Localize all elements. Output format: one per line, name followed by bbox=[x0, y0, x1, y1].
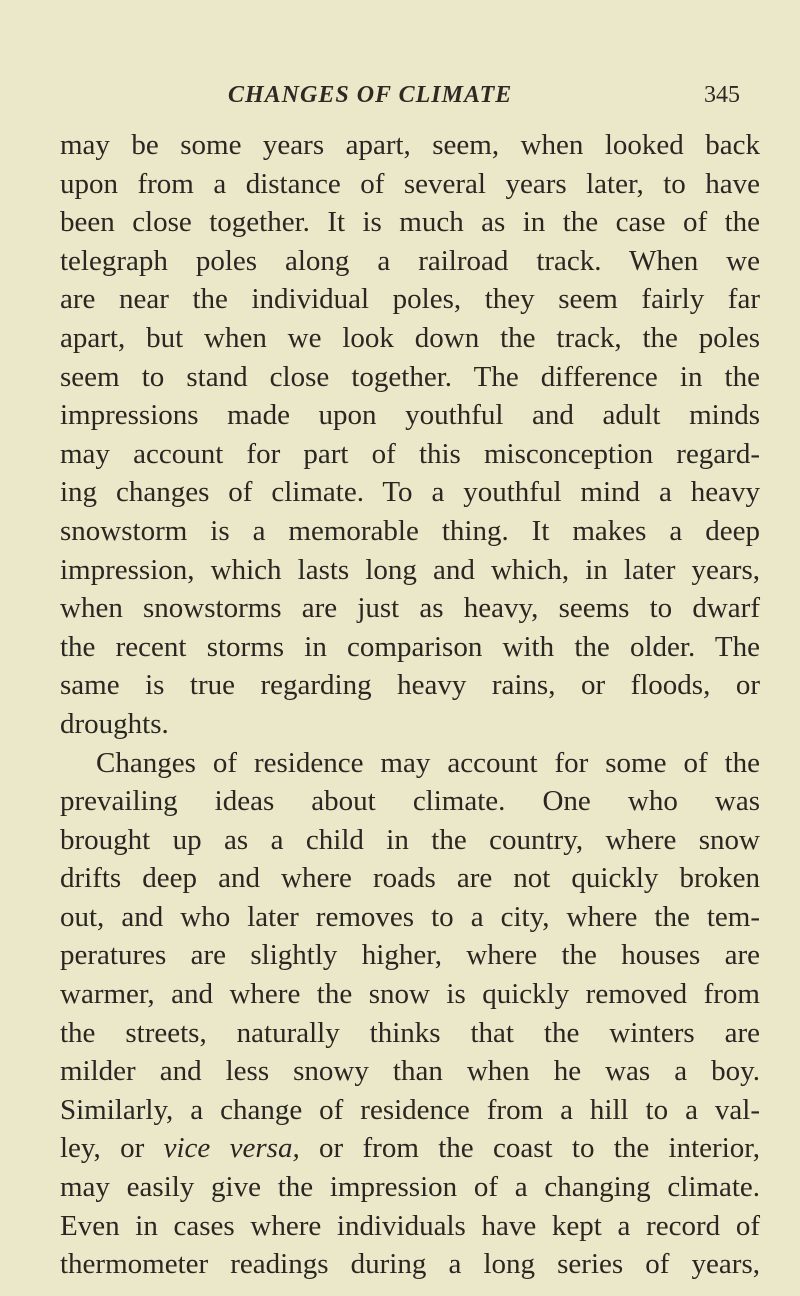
text-line: impressions made upon youthful and adult minds bbox=[60, 399, 760, 432]
text-line: milder and less snowy than when he was a boy. bbox=[60, 1055, 760, 1088]
text-line: drifts deep and where roads are not quickly broken bbox=[60, 862, 760, 895]
text-segment: ley, or bbox=[60, 1132, 164, 1165]
text-line-with-italic bbox=[60, 1129, 760, 1168]
text-line: upon from a distance of several years later, to have bbox=[60, 167, 760, 200]
text-line: ing changes of climate. To a youthful mind a heavy bbox=[60, 476, 760, 509]
text-line: apart, but when we look down the track, the poles bbox=[60, 321, 760, 354]
text-line: are near the individual poles, they seem fairly far bbox=[60, 283, 760, 316]
text-line: telegraph poles along a railroad track. When we bbox=[60, 244, 760, 277]
text-line: impression, which lasts long and which, in later years, bbox=[60, 553, 760, 586]
text-line: been close together. It is much as in the case of the bbox=[60, 206, 760, 239]
body-text bbox=[60, 126, 760, 1284]
text-line: Similarly, a change of residence from a hill to a val- bbox=[60, 1093, 760, 1126]
running-title: CHANGES OF CLIMATE bbox=[228, 82, 513, 108]
text-line: snowstorm is a memorable thing. It makes a deep bbox=[60, 514, 760, 547]
text-line: Changes of residence may account for some of the bbox=[96, 746, 760, 779]
italic-phrase: vice versa, bbox=[163, 1132, 300, 1165]
text-line: same is true regarding heavy rains, or floods, or bbox=[60, 669, 760, 702]
text-line: warmer, and where the snow is quickly removed from bbox=[60, 978, 760, 1011]
text-line: when snowstorms are just as heavy, seems to dwarf bbox=[60, 592, 760, 625]
text-line: seem to stand close together. The difference in the bbox=[60, 360, 760, 393]
text-line: droughts. bbox=[60, 707, 169, 740]
text-line: the streets, naturally thinks that the winters are bbox=[60, 1016, 760, 1049]
text-segment: or from the coast to the interior, bbox=[299, 1132, 760, 1165]
text-line: may easily give the impression of a changing climate. bbox=[60, 1171, 760, 1204]
text-line: Even in cases where individuals have kept a record of bbox=[60, 1209, 760, 1242]
text-line: may be some years apart, seem, when looked back bbox=[60, 129, 760, 161]
text-line: peratures are slightly higher, where the houses are bbox=[60, 939, 760, 972]
text-line: may account for part of this misconception regard- bbox=[60, 437, 760, 470]
text-line: the recent storms in comparison with the older. The bbox=[60, 630, 760, 663]
text-line: out, and who later removes to a city, where the tem- bbox=[60, 900, 760, 933]
text-line: brought up as a child in the country, where snow bbox=[60, 823, 760, 856]
text-line: prevailing ideas about climate. One who was bbox=[60, 785, 760, 818]
running-head bbox=[140, 82, 740, 118]
page-number: 345 bbox=[704, 82, 740, 108]
text-line: thermometer readings during a long series of years, bbox=[60, 1248, 760, 1281]
